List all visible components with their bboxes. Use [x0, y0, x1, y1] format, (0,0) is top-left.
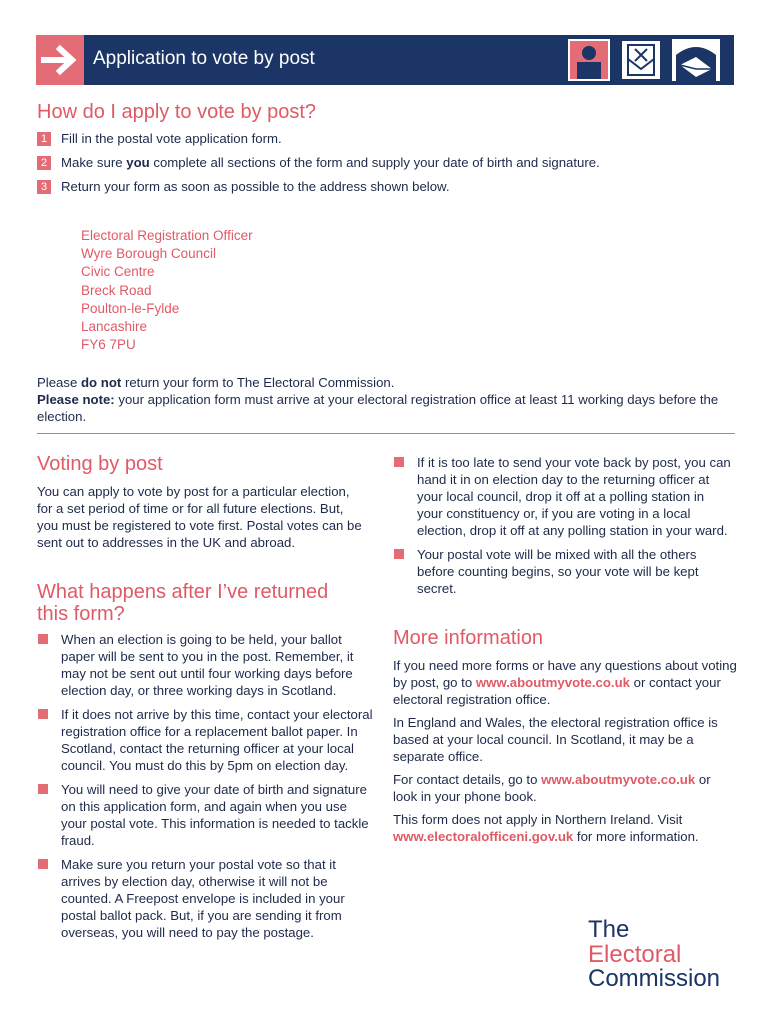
electoral-commission-logo	[588, 918, 720, 992]
note-emphasis: do not	[81, 375, 122, 390]
logo-line: Commission	[588, 965, 721, 992]
ballot-envelope-icon	[620, 39, 662, 81]
para-text: This form does not apply in Northern Ireland. Visit	[393, 812, 683, 827]
address-line: Breck Road	[81, 282, 152, 298]
more-info-paragraph	[393, 771, 738, 805]
address-line: Lancashire	[81, 319, 148, 335]
step-emphasis: you	[126, 155, 150, 170]
more-info-paragraph	[393, 811, 738, 845]
para-text: for more information.	[573, 829, 699, 844]
postbox-icon	[672, 39, 720, 81]
step-text: complete all sections of the form and supply your date of birth and signature.	[149, 155, 600, 170]
after-list	[37, 631, 375, 948]
logo-line: The	[588, 916, 630, 943]
para-text: If you need more forms or have any questions about voting by post, go to	[393, 658, 737, 690]
address-line: Poulton-le-Fylde	[81, 300, 180, 316]
note-text: your application form must arrive at your electoral registration office at least 11 working days before the election.	[37, 392, 719, 424]
right-list	[393, 454, 733, 604]
after-heading-line: this form?	[37, 603, 125, 625]
step-text: Make sure	[61, 155, 127, 170]
aboutmyvote-link[interactable]: www.aboutmyvote.co.uk	[541, 772, 696, 787]
more-info-heading: More information	[393, 627, 544, 649]
step-number: 3	[37, 180, 51, 194]
arrow-right-icon	[36, 35, 84, 85]
note-label: Please note:	[37, 392, 115, 407]
list-item: Your postal vote will be mixed with all the others before counting begins, so your vote will be kept secret.	[393, 546, 733, 597]
para-text: or contact your electoral registration office.	[393, 675, 721, 707]
list-item: If it is too late to send your vote back by post, you can hand it in on election day to the returning officer at your local council, drop it off at a polling station in your constituency or, if you are voting in a local election, drop it off at any polling station in your ward.	[393, 454, 733, 539]
banner-icons	[568, 39, 728, 81]
para-text: For contact details, go to	[393, 772, 542, 787]
return-address	[81, 227, 253, 354]
logo-line: Electoral	[588, 940, 682, 968]
aboutmyvote-link[interactable]: www.aboutmyvote.co.uk	[475, 675, 630, 690]
note-text: Please	[37, 375, 81, 390]
after-heading-line: What happens after I’ve returned	[37, 581, 329, 603]
step-number: 1	[37, 132, 51, 146]
step-3	[37, 179, 450, 194]
after-heading	[37, 581, 328, 625]
more-info-body	[393, 657, 738, 851]
electoralofficeni-link[interactable]: www.electoralofficeni.gov.uk	[393, 829, 574, 844]
step-text: Return your form as soon as possible to the address shown below.	[61, 179, 450, 194]
note-text: return your form to The Electoral Commission.	[121, 375, 395, 390]
header-banner	[36, 35, 734, 85]
section-divider	[37, 433, 735, 434]
more-info-paragraph	[393, 657, 738, 708]
list-item: When an election is going to be held, your ballot paper will be sent to you in the post. Remember, it may not be sent out until four working days before election day, or three working days in Scotland.	[37, 631, 375, 699]
address-line: Wyre Borough Council	[81, 246, 216, 262]
banner-title: Application to vote by post	[93, 48, 315, 69]
voting-body: You can apply to vote by post for a particular election, for a set period of time or for all future elections. But, you must be registered to vote first. Postal votes can be sent out to addresses in the UK and abroad.	[37, 484, 362, 550]
list-item: Make sure you return your postal vote so that it arrives by election day, otherwise it will not be counted. A Freepost envelope is included in your postal ballot pack. But, if you are sending it from overseas, you will need to pay the postage.	[37, 856, 375, 941]
more-info-paragraph: In England and Wales, the electoral registration office is based at your local council. In Scotland, it may be a separate office.	[393, 715, 718, 764]
address-line: FY6 7PU	[81, 337, 136, 353]
person-icon	[568, 39, 610, 81]
voting-heading: Voting by post	[37, 453, 163, 475]
para-text: or look in your phone book.	[393, 772, 711, 804]
return-note	[37, 374, 727, 425]
address-line: Civic Centre	[81, 264, 155, 280]
step-1	[37, 131, 282, 146]
step-2	[37, 155, 600, 170]
step-number: 2	[37, 156, 51, 170]
apply-heading: How do I apply to vote by post?	[37, 101, 317, 123]
address-line: Electoral Registration Officer	[81, 228, 253, 243]
step-text: Fill in the postal vote application form.	[61, 131, 282, 146]
arrow-icon-box	[36, 35, 84, 85]
list-item: You will need to give your date of birth and signature on this application form, and again when you use your postal vote. This information is needed to tackle fraud.	[37, 781, 375, 849]
list-item: If it does not arrive by this time, contact your electoral registration office for a replacement ballot paper. In Scotland, contact the returning officer at your local council. You must do this by 5pm on election day.	[37, 706, 375, 774]
